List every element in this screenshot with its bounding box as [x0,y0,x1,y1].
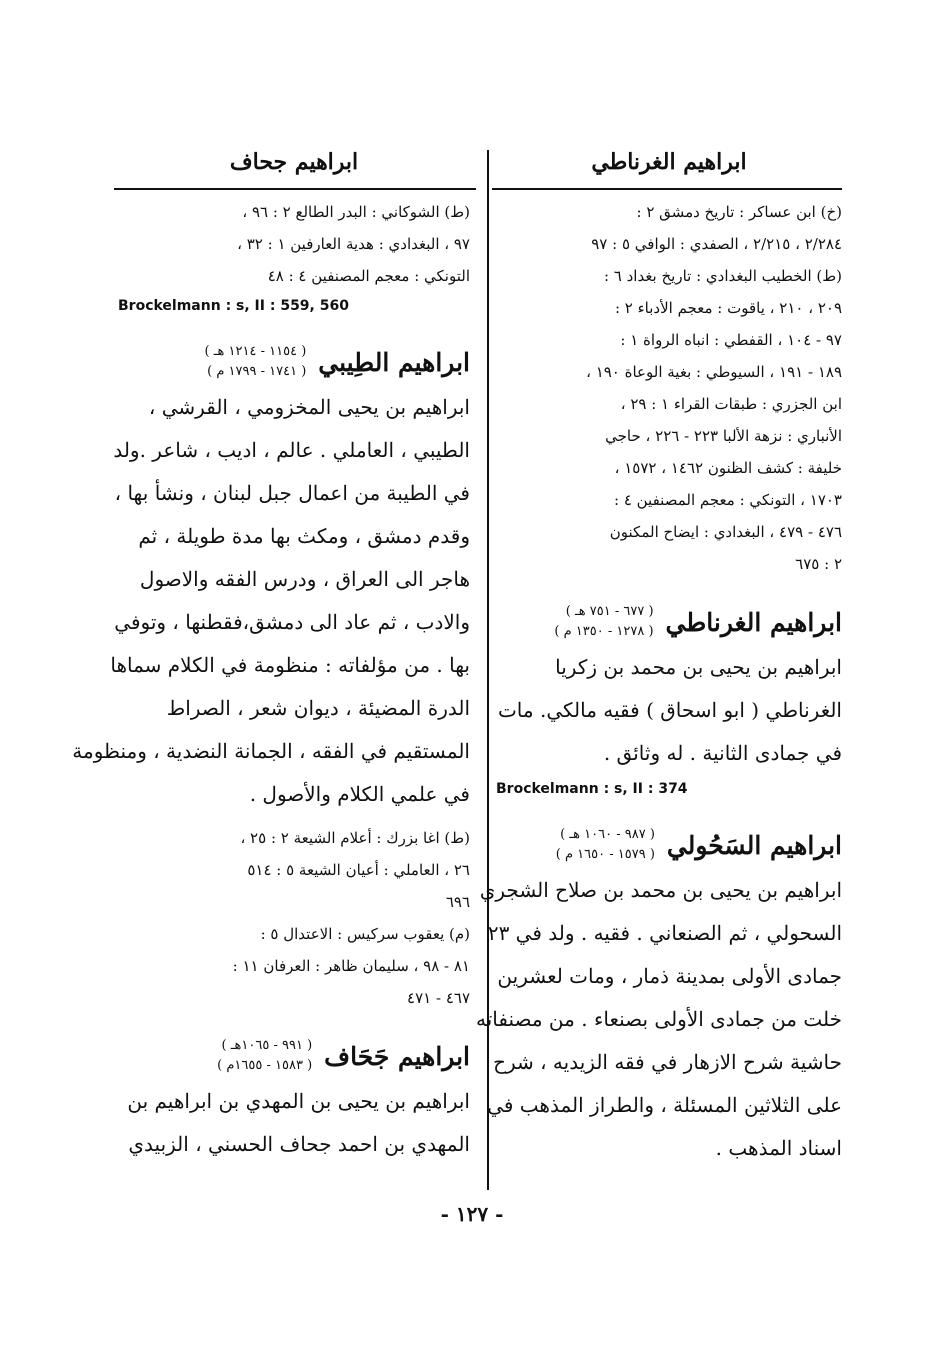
entry-dates [556,825,655,865]
entry-body [475,869,842,1170]
reference-line: ٩٧ - ١٠٤ ، القفطي : انباه الرواة ١ : [620,331,842,349]
entry-heading [496,602,842,642]
entry-dates [217,1036,312,1076]
entry-name: ابراهيم الغرناطي [665,607,842,637]
gregorian-dates: ( ١٧٤١ - ١٧٩٩ م ) [207,364,307,379]
reference-line: ٦٩٦ [445,893,470,911]
reference-line: ٤٦٧ - ٤٧١ [407,989,470,1007]
reference-line: ٢٦ ، العاملي : أعيان الشيعة ٥ : ٥١٤ [247,861,470,879]
entry-body [496,646,842,775]
entry-heading [496,825,842,865]
body-line: وقدم دمشق ، ومكث بها مدة طويلة ، ثم [138,524,470,548]
body-line: الدرة المضيئة ، ديوان شعر ، الصراط [166,696,470,720]
body-line: الطيبي ، العاملي . عالم ، اديب ، شاعر .ولد [113,438,470,462]
body-line: في علمي الكلام والأصول . [249,782,470,806]
reference-line: الأنباري : نزهة الألبا ٢٢٣ - ٢٢٦ ، حاجي [605,427,842,445]
entry-body [72,386,470,816]
body-line: السحولي ، ثم الصنعاني . فقيه . ولد في ٢٣ [487,921,842,945]
hijri-dates: ( ٩٩١ - ١٠٦٥هـ ) [221,1038,313,1053]
reference-line: خليفة : كشف الظنون ١٤٦٢ ، ١٥٧٢ ، [614,459,842,477]
reference-line: ٢/٢٨٤ ، ٢/٢١٥ ، الصفدي : الوافي ٥ : ٩٧ [591,235,842,253]
right-column [475,140,842,1170]
entry-name: ابراهيم جَحَاف [324,1041,470,1071]
reference-line: (ط) الخطيب البغدادي : تاريخ بغداد ٦ : [603,267,842,285]
entry-heading [118,1036,470,1076]
entry-dates [554,602,653,642]
body-line: في الطيبة من اعمال جبل لبنان ، ونشأ بها ، [114,481,470,505]
latin-reference: Brockelmann : s, II : 559, 560 [118,298,349,314]
entry-body [118,1080,470,1166]
reference-line: ٨١ - ٩٨ ، سليمان ظاهر : العرفان ١١ : [232,957,470,975]
body-line: على الثلاثين المسئلة ، والطراز المذهب في [487,1093,842,1117]
body-line: خلت من جمادى الأولى بصنعاء . من مصنفاته [475,1007,842,1031]
body-line: في جمادى الثانية . له وثائق . [603,741,842,765]
reference-line: ١٨٩ - ١٩١ ، السيوطي : بغية الوعاة ١٩٠ ، [586,363,842,381]
entry-name: ابراهيم السَحُولي [666,830,842,860]
body-line: ابراهيم بن يحيى المخزومي ، القرشي ، [148,395,470,419]
reference-line: ابن الجزري : طبقات القراء ١ : ٢٩ ، [620,395,842,413]
references-block [496,196,842,580]
body-line: بها . من مؤلفاته : منظومة في الكلام سماها [110,653,470,677]
body-line: جمادى الأولى بمدينة ذمار ، ومات لعشرين [497,964,842,988]
reference-line: (م) يعقوب سركيس : الاعتدال ٥ : [260,925,470,943]
entry-dates [205,342,307,382]
gregorian-dates: ( ١٥٨٣ - ١٦٥٥م ) [217,1058,313,1073]
page-number: - ١٢٧ - [440,1202,504,1226]
reference-line: ٩٧ ، البغدادي : هدية العارفين ١ : ٣٢ ، [237,235,470,253]
left-column [72,140,470,1166]
reference-line: ٢٠٩ ، ٢١٠ ، ياقوت : معجم الأدباء ٢ : [614,299,842,317]
body-line: والادب ، ثم عاد الى دمشق،فقطنها ، وتوفي [114,610,470,634]
latin-reference: Brockelmann : s, II : 374 [496,781,688,797]
running-header-left: ابراهيم جحاف [229,149,359,175]
gregorian-dates: ( ١٥٧٩ - ١٦٥٠ م ) [555,847,655,862]
reference-line: ١٧٠٣ ، التونكي : معجم المصنفين ٤ : [613,491,842,509]
hijri-dates: ( ١١٥٤ - ١٢١٤ هـ ) [204,344,307,359]
hijri-dates: ( ٦٧٧ - ٧٥١ هـ ) [565,604,654,619]
body-line: الغرناطي ( ابو اسحاق ) فقيه مالكي. مات [497,698,842,722]
hijri-dates: ( ٩٨٧ - ١٠٦٠ هـ ) [560,827,655,842]
reference-line: (ط) الشوكاني : البدر الطالع ٢ : ٩٦ ، [242,203,470,221]
reference-line: ٢ : ٦٧٥ [795,555,842,573]
reference-line: (ط) اغا بزرك : أعلام الشيعة ٢ : ٢٥ ، [240,829,470,847]
references-block [118,196,470,292]
reference-line: (خ) ابن عساكر : تاريخ دمشق ٢ : [636,203,842,221]
body-line: هاجر الى العراق ، ودرس الفقه والاصول [139,567,470,591]
running-header-right: ابراهيم الغرناطي [591,149,747,175]
reference-line: التونكي : معجم المصنفين ٤ : ٤٨ [267,267,470,285]
entry-heading [118,342,470,382]
body-line: اسناد المذهب . [715,1136,842,1160]
references-block [118,822,470,1014]
body-line: المهدي بن احمد جحاف الحسني ، الزبيدي [128,1132,470,1156]
body-line: ابراهيم بن يحيى بن المهدي بن ابراهيم بن [127,1089,470,1113]
body-line: ابراهيم بن يحيى بن محمد بن زكريا [555,655,842,679]
body-line: ابراهيم بن يحيى بن محمد بن صلاح الشجري [479,878,842,902]
body-line: المستقيم في الفقه ، الجمانة النضدية ، ومنظومة [72,739,470,763]
gregorian-dates: ( ١٢٧٨ - ١٣٥٠ م ) [554,624,654,639]
reference-line: ٤٧٦ - ٤٧٩ ، البغدادي : ايضاح المكنون [609,523,842,541]
body-line: حاشية شرح الازهار في فقه الزيديه ، شرح [493,1050,842,1074]
entry-name: ابراهيم الطِيبي [318,347,470,377]
